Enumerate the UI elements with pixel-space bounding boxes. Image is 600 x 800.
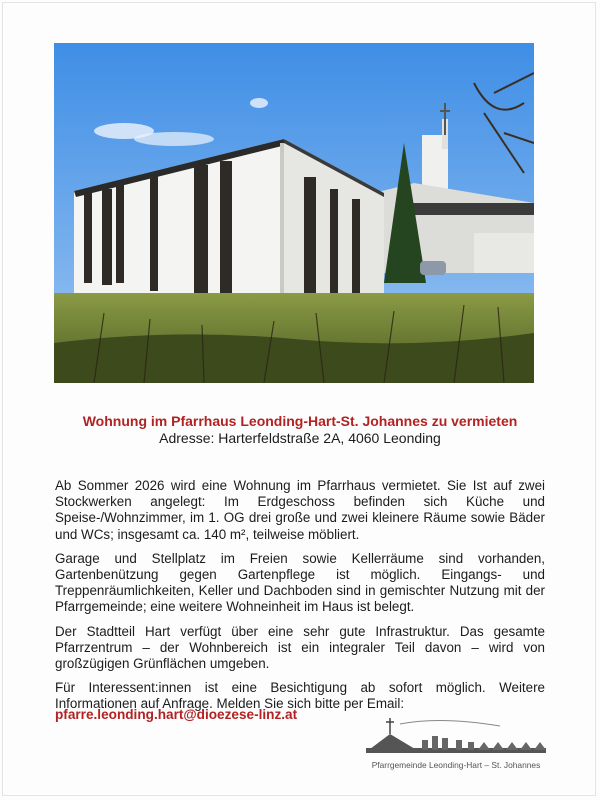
logo-caption: Pfarrgemeinde Leonding-Hart – St. Johannes	[371, 760, 541, 770]
address: Adresse: Harterfeldstraße 2A, 4060 Leonding	[159, 430, 441, 446]
parish-logo	[360, 712, 552, 774]
church-skyline-icon	[360, 712, 552, 758]
email-link[interactable]: pfarre.leonding.hart@dioezese-linz.at	[55, 707, 298, 722]
body-text	[55, 478, 545, 721]
building-photo	[54, 43, 534, 383]
paragraph: Garage und Stellplatz im Freien sowie Kellerräume sind vorhanden, Gartenbenützung gegen Gartenpflege ist möglich. Eingangs- und Treppenräumlichkeiten, Keller und Dachboden sind in gemischter Nutzung mit der Pfarrgemeinde; eine weitere Wohneinheit im Haus ist belegt.	[55, 550, 545, 615]
paragraph: Der Stadtteil Hart verfügt über eine sehr gute Infrastruktur. Das gesamte Pfarrzentrum – der Wohnbereich ist ein integraler Teil davon – wird von großzügigen Grünflächen umgeben.	[55, 623, 545, 672]
paragraph: Ab Sommer 2026 wird eine Wohnung im Pfarrhaus vermietet. Sie Ist auf zwei Stockwerken angelegt: Im Erdgeschoss befinden sich Küche und Speise-/Wohnzimmer, im 1. OG drei große und zwei kleinere Räume sowie Bäder und WCs; insgesamt ca. 140 m², teilweise möbliert.	[55, 478, 545, 542]
paragraph: Für Interessent:innen ist eine Besichtigung ab sofort möglich. Weitere Informationen auf Anfrage. Melden Sie sich bitte per Email:	[55, 680, 545, 712]
headline: Wohnung im Pfarrhaus Leonding-Hart-St. Johannes zu vermieten	[82, 413, 518, 429]
